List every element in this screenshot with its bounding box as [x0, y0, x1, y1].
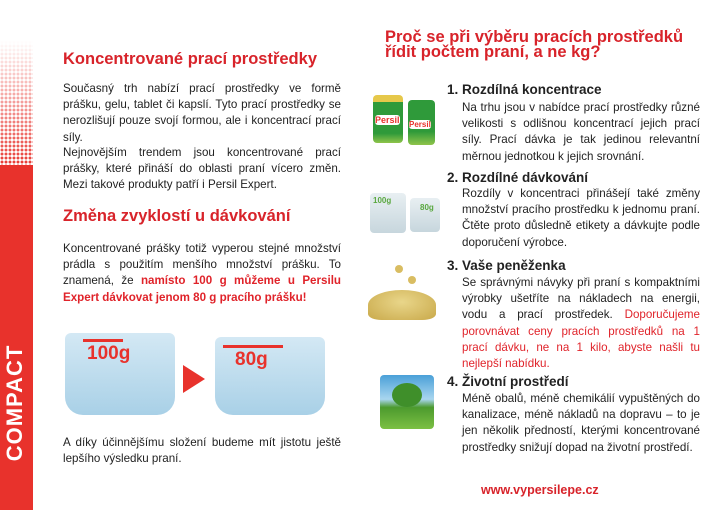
item-3-text	[462, 275, 700, 372]
cup-line	[83, 339, 123, 342]
paragraph-3-highlight: namísto 100 g můžeme u Persilu Expert dávkovat jenom 80 g pracího prášku!	[63, 274, 341, 304]
cup-label: 100g	[373, 196, 392, 205]
side-band	[0, 0, 33, 510]
paragraph-1: Současný trh nabízí prací prostředky ve formě prášku, gelu, tablet či kapslí. Tyto prací prostředky se nerozlišují pouze svojí formou, ale i koncentrací prací síly.	[63, 82, 341, 144]
paragraph-3	[63, 241, 341, 306]
paragraph-4: A díky účinnějšímu složení budeme mít jistotu ještě lepšího výsledku praní.	[63, 436, 341, 466]
item-3-heading: 3. Vaše peněženka	[447, 258, 566, 273]
measuring-cup-large	[370, 193, 406, 233]
item-1-text: Na trhu jsou v nabídce prací prostředky různé velikosti s odlišnou koncentrací jejich prací síly. Prací dávka je tak jedinou relevantní měrnou jednotkou k jejich srovnání.	[462, 101, 700, 163]
coin	[408, 276, 416, 284]
item-4-heading: 4. Životní prostředí	[447, 374, 569, 389]
right-title: Proč se při výběru pracích prostředků řídit počtem praní, a ne kg?	[385, 28, 684, 61]
item-1-heading: 1. Rozdílná koncentrace	[447, 82, 602, 97]
cup-small	[215, 337, 325, 415]
cups-illustration	[65, 325, 345, 420]
heading-dosing: Změna zvyklostí u dávkování	[63, 207, 291, 225]
cup-large-label: 100g	[87, 343, 131, 364]
cup-line	[223, 345, 283, 348]
persil-logo: Persil	[375, 115, 400, 125]
tree-crown	[392, 383, 422, 407]
halftone-pattern	[0, 40, 33, 170]
cup-label: 80g	[420, 203, 434, 212]
arrow-icon	[183, 365, 205, 393]
heading-concentrated: Koncentrované prací prostředky	[63, 50, 317, 68]
paragraph-3-text: Koncentrované prášky totiž vyperou stejné množství prádla s použitím menšího množství prášku. To znamená, že	[63, 242, 341, 288]
persil-box-image	[373, 95, 403, 143]
item-2-heading: 2. Rozdílné dávkování	[447, 170, 589, 185]
item-3-recommendation: Doporučujeme porovnávat ceny pracích prostředků na 1 prací dávku, ne na 1 kilo, abyste našli tu nejlepší nabídku.	[462, 308, 700, 371]
coin	[395, 265, 403, 273]
persil-logo: Persil	[409, 120, 431, 129]
measuring-cup-small	[410, 198, 440, 232]
compact-label: COMPACT	[2, 344, 27, 462]
coins-image	[368, 290, 436, 320]
item-4-text: Méně obalů, méně chemikálií vypuštěných do kanalizace, méně nákladů na dopravu – to je jen několik předností, kterými koncentrované prostředky snižují dopad na životní prostředí.	[462, 392, 700, 454]
item-2-text: Rozdíly v koncentraci přinášejí také změny množství pracího prostředku k jednomu praní. Čtěte proto důsledně etikety a dávkujte podle doporučení výrobce.	[462, 187, 700, 249]
persil-bottle-image	[408, 100, 435, 145]
tree-image	[380, 375, 434, 429]
paragraph-2: Nejnovějším trendem jsou koncentrované prací prášky, které přináší do oblasti praní vícero změn. Mezi takové produkty patří i Persil Expert.	[63, 146, 341, 192]
cup-small-label: 80g	[235, 349, 268, 370]
website-link[interactable]: www.vypersilepe.cz	[481, 483, 599, 497]
item-3-text-main: Se správnými návyky při praní s kompaktními výrobky ušetříte na nákladech na energii, vodu a prací prostředek.	[462, 276, 700, 322]
